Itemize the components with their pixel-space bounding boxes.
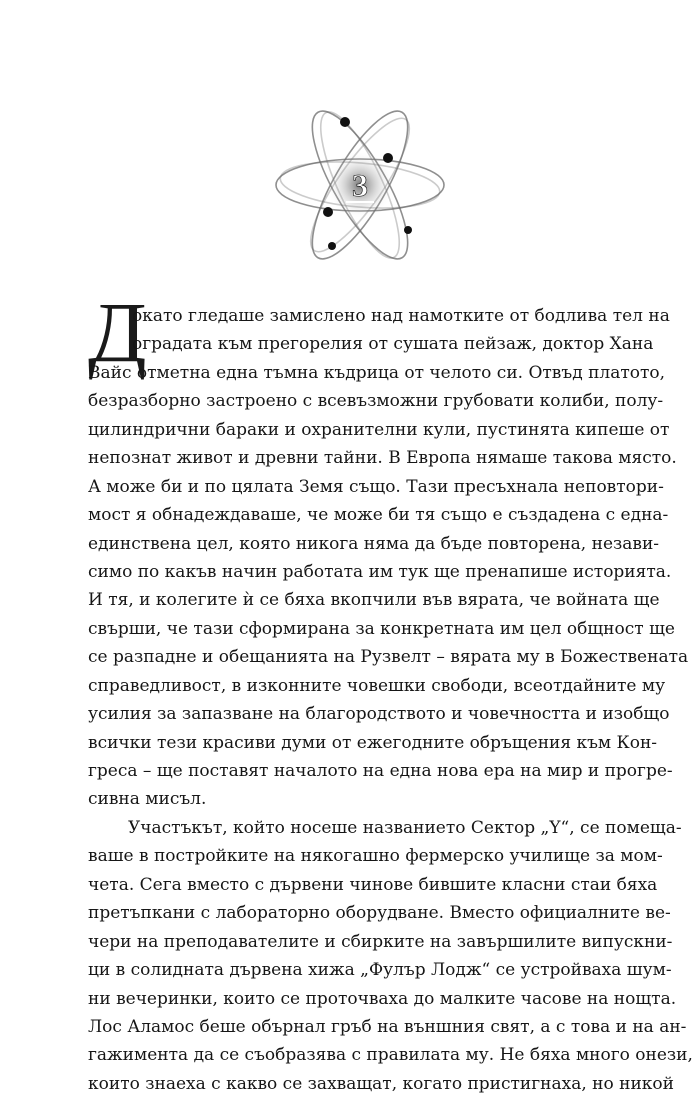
atom-chapter-ornament xyxy=(270,100,450,270)
text-line: оградата към прегорелия от сушата пейзаж, доктор Хана xyxy=(132,334,654,355)
text-line: сивна мисъл. xyxy=(88,789,207,810)
text-line: претъпкани с лабораторно оборудване. Вместо официалните ве- xyxy=(88,903,671,924)
chapter-number: 3 xyxy=(352,167,368,203)
text-line: справедливост, в изконните човешки свободи, всеотдайните му xyxy=(88,675,666,696)
text-line: чета. Сега вместо с дървени чинове бившите класни стаи бяха xyxy=(88,874,658,895)
text-line: А може би и по цялата Земя също. Тази пресъхнала неповтори- xyxy=(88,476,664,497)
text-line: усилия за запазване на благородството и човечността и изобщо xyxy=(88,704,670,725)
text-line: безразборно застроено с всевъзможни грубовати колиби, полу- xyxy=(88,391,664,412)
text-line: които знаеха с какво се захващат, когато пристигнаха, но никой xyxy=(88,1073,674,1094)
text-line: цилиндрични бараки и охранителни кули, пустинята кипеше от xyxy=(88,419,670,440)
text-line: всички тези красиви думи от ежегодните обръщения към Кон- xyxy=(88,732,658,753)
text-line: ни вечеринки, които се проточваха до малките часове на нощта. xyxy=(88,988,677,1009)
text-line: окато гледаше замислено над намотките от бодлива тел на xyxy=(132,306,670,326)
text-line: И тя, и колегите ѝ се бяха вкопчили във вярата, че войната ще xyxy=(88,590,660,611)
text-line: Вайс отметна една тъмна къдрица от челото си. Отвъд платото, xyxy=(88,362,666,383)
text-line: ваше в постройките на някогашно фермерско училище за мом- xyxy=(88,846,663,867)
paragraph-1 xyxy=(88,284,689,814)
text-line: греса – ще поставят началото на една нова ера на мир и прогре- xyxy=(88,761,673,781)
text-line: симо по какъв начин работата им тук ще пренапише историята. xyxy=(88,561,672,582)
text-line: мост я обнадеждаваше, че може би тя също е създадена с една- xyxy=(88,505,669,526)
text-line: гажимента да се съобразява с правилата му. Не бяха много онези, xyxy=(88,1045,693,1066)
text-line: ци в солидната дървена хижа „Фулър Лодж“ се устройваха шум- xyxy=(88,960,672,981)
text-line: Лос Аламос беше обърнал гръб на външния свят, а с това и на ан- xyxy=(88,1016,687,1037)
drop-cap: Д xyxy=(88,284,147,380)
text-line: се разпадне и обещанията на Рузвелт – вярата му в Божествената xyxy=(88,647,689,668)
text-line: непознат живот и древни тайни. В Европа нямаше такова място. xyxy=(88,448,677,469)
text-line: Участъкът, който носеше названието Сектор „Y“, се помеща- xyxy=(128,817,682,838)
text-line: чери на преподавателите и сбирките на завършилите випускни- xyxy=(88,931,673,952)
text-line: единствена цел, която никога няма да бъде повторена, незави- xyxy=(88,533,660,554)
text-line: свърши, че тази сформирана за конкретната им цел общност ще xyxy=(88,618,675,639)
paragraph-2 xyxy=(88,814,693,1098)
chapter-body-text xyxy=(88,284,693,1098)
